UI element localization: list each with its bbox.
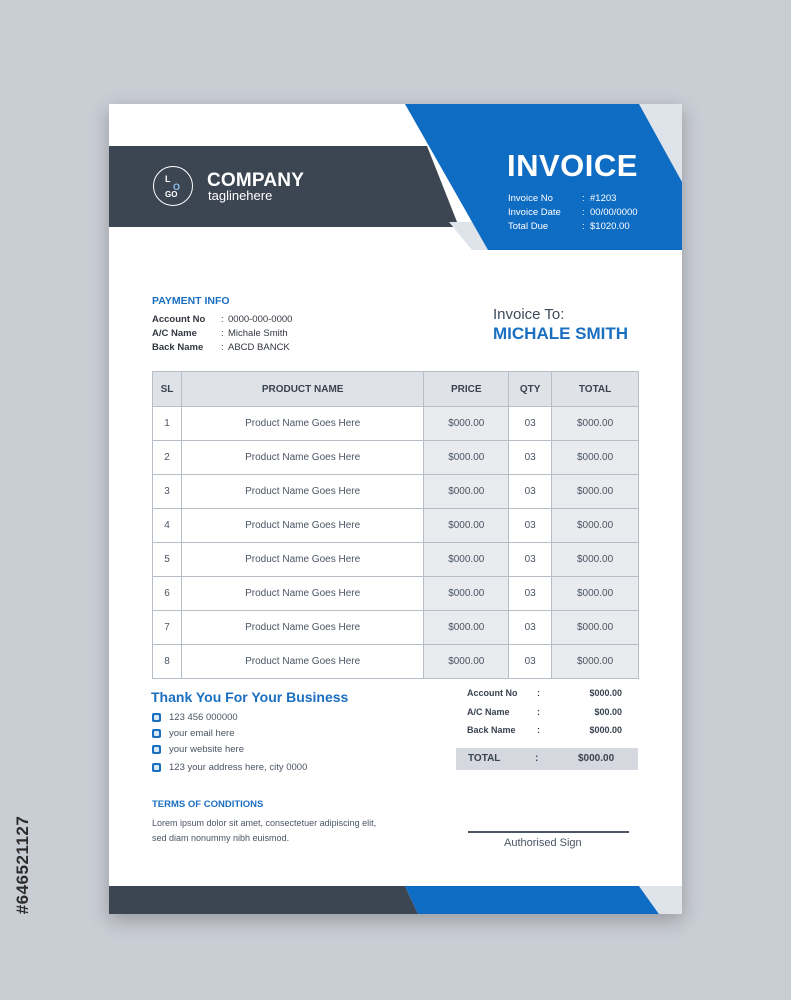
meta-invoice-no: Invoice No : #1203 xyxy=(508,193,617,204)
payment-bank-name: Back Name : ABCD BANCK xyxy=(152,342,290,353)
cell-total: $000.00 xyxy=(552,577,639,611)
logo-letter-go: GO xyxy=(165,190,178,199)
logo-badge xyxy=(153,166,193,206)
contact-website: your website here xyxy=(152,744,244,755)
table-row xyxy=(153,611,639,645)
total-value: $000.00 xyxy=(578,753,615,764)
cell-product: Product Name Goes Here xyxy=(181,611,423,645)
summary-account-no: Account No : $000.00 xyxy=(467,688,622,698)
website-icon xyxy=(152,745,161,754)
cell-price: $000.00 xyxy=(424,645,509,679)
col-sl: SL xyxy=(153,372,182,407)
cell-price: $000.00 xyxy=(424,543,509,577)
table-row xyxy=(153,441,639,475)
col-product-name: PRODUCT NAME xyxy=(181,372,423,407)
cell-qty: 03 xyxy=(509,543,552,577)
table-row xyxy=(153,407,639,441)
invoice-to-label: Invoice To: xyxy=(493,306,565,323)
cell-total: $000.00 xyxy=(552,509,639,543)
signature-label: Authorised Sign xyxy=(504,837,582,849)
terms-heading: TERMS OF CONDITIONS xyxy=(152,799,264,810)
cell-sl: 1 xyxy=(153,407,182,441)
cell-price: $000.00 xyxy=(424,509,509,543)
cell-sl: 3 xyxy=(153,475,182,509)
cell-sl: 7 xyxy=(153,611,182,645)
cell-price: $000.00 xyxy=(424,611,509,645)
recipient-name: MICHALE SMITH xyxy=(493,324,629,343)
cell-product: Product Name Goes Here xyxy=(181,577,423,611)
cell-qty: 03 xyxy=(509,407,552,441)
cell-sl: 8 xyxy=(153,645,182,679)
contact-phone: 123 456 000000 xyxy=(152,712,238,723)
logo-letter-l: L xyxy=(165,174,171,184)
meta-invoice-date: Invoice Date : 00/00/0000 xyxy=(508,207,638,218)
col-qty: QTY xyxy=(509,372,552,407)
header-light-band xyxy=(109,104,405,144)
col-total: TOTAL xyxy=(552,372,639,407)
cell-product: Product Name Goes Here xyxy=(181,509,423,543)
cell-total: $000.00 xyxy=(552,645,639,679)
cell-total: $000.00 xyxy=(552,543,639,577)
signature-line xyxy=(468,831,629,833)
phone-icon xyxy=(152,713,161,722)
stock-id-vertical: #646521127 xyxy=(13,815,32,915)
company-tagline: taglinehere xyxy=(208,188,273,203)
thank-you-heading: Thank You For Your Business xyxy=(151,689,349,705)
table-row xyxy=(153,543,639,577)
table-row xyxy=(153,509,639,543)
col-price: PRICE xyxy=(424,372,509,407)
cell-total: $000.00 xyxy=(552,441,639,475)
cell-qty: 03 xyxy=(509,645,552,679)
summary-ac-name: A/C Name : $00.00 xyxy=(467,707,622,717)
cell-qty: 03 xyxy=(509,577,552,611)
cell-price: $000.00 xyxy=(424,475,509,509)
cell-total: $000.00 xyxy=(552,611,639,645)
contact-email: your email here xyxy=(152,728,234,739)
table-header-row xyxy=(153,372,639,407)
cell-product: Product Name Goes Here xyxy=(181,475,423,509)
cell-qty: 03 xyxy=(509,475,552,509)
cell-product: Product Name Goes Here xyxy=(181,441,423,475)
cell-product: Product Name Goes Here xyxy=(181,645,423,679)
cell-price: $000.00 xyxy=(424,441,509,475)
cell-qty: 03 xyxy=(509,611,552,645)
cell-qty: 03 xyxy=(509,441,552,475)
invoice-title: INVOICE xyxy=(507,148,638,183)
footer-blue-band xyxy=(405,886,659,914)
cell-sl: 5 xyxy=(153,543,182,577)
cell-sl: 6 xyxy=(153,577,182,611)
email-icon xyxy=(152,729,161,738)
invoice-sheet xyxy=(109,104,682,914)
total-label: TOTAL xyxy=(468,753,501,764)
total-bar xyxy=(456,748,638,770)
terms-text: Lorem ipsum dolor sit amet, consectetuer adipiscing elit, sed diam nonummy nibh euismod. xyxy=(152,818,377,843)
cell-qty: 03 xyxy=(509,509,552,543)
payment-info-heading: PAYMENT INFO xyxy=(152,295,230,307)
company-name: COMPANY xyxy=(207,170,305,191)
summary-bank-name: Back Name : $000.00 xyxy=(467,725,622,735)
cell-total: $000.00 xyxy=(552,475,639,509)
cell-price: $000.00 xyxy=(424,577,509,611)
cell-sl: 4 xyxy=(153,509,182,543)
total-sep: : xyxy=(535,753,539,764)
cell-product: Product Name Goes Here xyxy=(181,543,423,577)
items-table xyxy=(152,371,639,679)
cell-price: $000.00 xyxy=(424,407,509,441)
table-row xyxy=(153,645,639,679)
footer-dark-band xyxy=(109,886,418,914)
cell-product: Product Name Goes Here xyxy=(181,407,423,441)
logo-letter-o: O xyxy=(173,182,181,192)
payment-account-no: Account No : 0000-000-0000 xyxy=(152,314,293,325)
table-row xyxy=(153,577,639,611)
payment-ac-name: A/C Name : Michale Smith xyxy=(152,328,288,339)
meta-total-due: Total Due : $1020.00 xyxy=(508,221,630,232)
contact-address: 123 your address here, city 0000 xyxy=(152,762,307,773)
table-row xyxy=(153,475,639,509)
cell-sl: 2 xyxy=(153,441,182,475)
cell-total: $000.00 xyxy=(552,407,639,441)
location-icon xyxy=(152,763,161,772)
